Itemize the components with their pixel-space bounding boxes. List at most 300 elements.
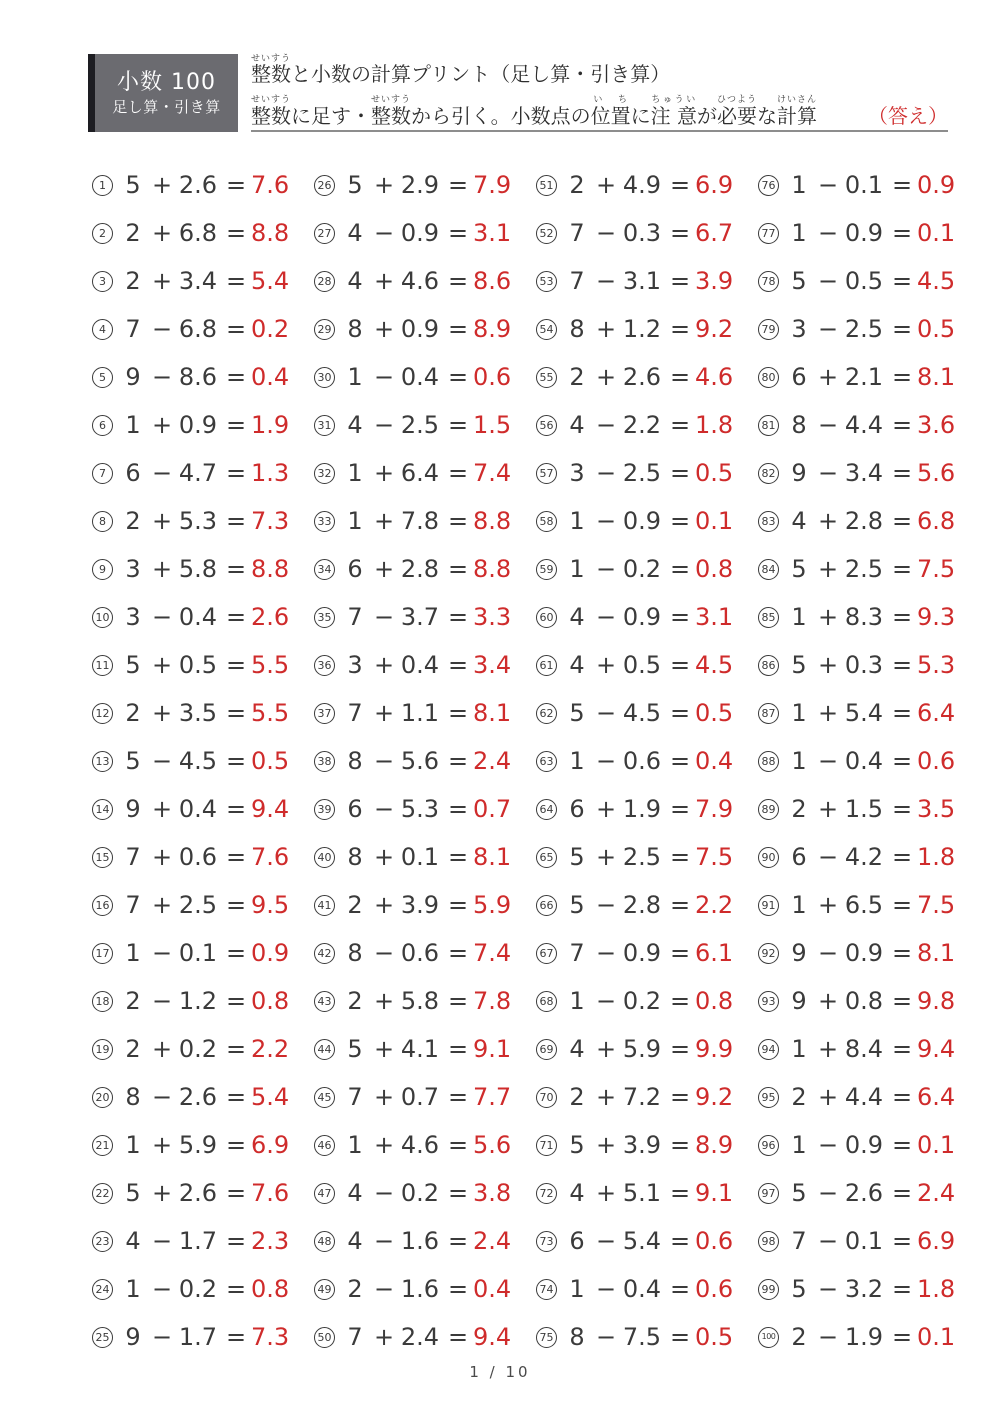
problem-row xyxy=(754,497,976,545)
problem-number: 53 xyxy=(536,271,557,292)
problem-row xyxy=(88,449,310,497)
answer-value: 0.4 xyxy=(695,747,734,775)
operator-icon: + xyxy=(151,843,173,871)
equals-sign: = xyxy=(225,891,247,919)
problem-row xyxy=(754,689,976,737)
equals-sign: = xyxy=(891,699,913,727)
answer-value: 8.9 xyxy=(473,315,512,343)
operand-a: 8 xyxy=(125,1083,141,1111)
equals-sign: = xyxy=(891,459,913,487)
answer-value: 0.8 xyxy=(251,987,290,1015)
equals-sign: = xyxy=(447,891,469,919)
equals-sign: = xyxy=(447,1179,469,1207)
problem-row xyxy=(754,641,976,689)
equals-sign: = xyxy=(447,1131,469,1159)
problem-number: 93 xyxy=(758,991,779,1012)
problem-row xyxy=(754,977,976,1025)
operand-b: 1.2 xyxy=(178,987,218,1015)
operand-a: 7 xyxy=(125,891,141,919)
problem-number: 51 xyxy=(536,175,557,196)
problem-row xyxy=(88,545,310,593)
operand-b: 4.7 xyxy=(178,459,218,487)
operand-a: 1 xyxy=(791,171,807,199)
problem-row xyxy=(310,1073,532,1121)
problem-row xyxy=(310,545,532,593)
answer-value: 3.1 xyxy=(695,603,734,631)
operand-a: 7 xyxy=(347,603,363,631)
operator-icon: + xyxy=(151,1131,173,1159)
answer-value: 2.2 xyxy=(695,891,734,919)
equals-sign: = xyxy=(669,315,691,343)
operand-b: 0.5 xyxy=(178,651,218,679)
problems-column-2 xyxy=(310,161,532,1361)
operator-icon: + xyxy=(373,1035,395,1063)
equals-sign: = xyxy=(447,171,469,199)
operator-icon: − xyxy=(817,1323,839,1351)
problem-row xyxy=(754,785,976,833)
problem-number: 39 xyxy=(314,799,335,820)
operand-a: 1 xyxy=(791,699,807,727)
operator-icon: − xyxy=(817,219,839,247)
operand-b: 0.2 xyxy=(178,1275,218,1303)
header-text xyxy=(251,54,948,132)
operand-b: 0.9 xyxy=(622,507,662,535)
operand-b: 4.1 xyxy=(400,1035,440,1063)
answer-value: 9.4 xyxy=(917,1035,956,1063)
operator-icon: − xyxy=(151,987,173,1015)
operand-a: 9 xyxy=(125,795,141,823)
operator-icon: + xyxy=(595,1035,617,1063)
operand-a: 2 xyxy=(791,795,807,823)
operand-a: 1 xyxy=(347,1131,363,1159)
answer-value: 6.4 xyxy=(917,699,956,727)
equals-sign: = xyxy=(891,315,913,343)
equals-sign: = xyxy=(225,747,247,775)
problem-row xyxy=(532,497,754,545)
operator-icon: + xyxy=(151,699,173,727)
operand-a: 1 xyxy=(791,219,807,247)
operand-b: 0.1 xyxy=(844,171,884,199)
operator-icon: + xyxy=(151,1035,173,1063)
answer-value: 9.4 xyxy=(473,1323,512,1351)
answer-value: 2.4 xyxy=(917,1179,956,1207)
operand-b: 3.4 xyxy=(844,459,884,487)
operand-b: 0.1 xyxy=(400,843,440,871)
problem-row xyxy=(532,1217,754,1265)
worksheet-header xyxy=(88,54,948,132)
operator-icon: − xyxy=(373,747,395,775)
operand-a: 1 xyxy=(125,939,141,967)
problems-column-4 xyxy=(754,161,976,1361)
answer-value: 9.4 xyxy=(251,795,290,823)
operand-a: 7 xyxy=(125,315,141,343)
equals-sign: = xyxy=(225,363,247,391)
operand-a: 4 xyxy=(347,267,363,295)
problem-number: 32 xyxy=(314,463,335,484)
answer-value: 7.7 xyxy=(473,1083,512,1111)
operand-a: 7 xyxy=(791,1227,807,1255)
problems-column-1 xyxy=(88,161,310,1361)
operand-b: 1.7 xyxy=(178,1323,218,1351)
operator-icon: − xyxy=(817,747,839,775)
answer-value: 7.6 xyxy=(251,843,290,871)
operand-a: 5 xyxy=(347,1035,363,1063)
operator-icon: − xyxy=(817,1227,839,1255)
operator-icon: − xyxy=(373,411,395,439)
problem-row xyxy=(754,737,976,785)
operator-icon: + xyxy=(373,987,395,1015)
operand-a: 7 xyxy=(569,219,585,247)
operator-icon: + xyxy=(595,363,617,391)
equals-sign: = xyxy=(447,1083,469,1111)
problem-number: 69 xyxy=(536,1039,557,1060)
operator-icon: + xyxy=(151,171,173,199)
problem-row xyxy=(310,785,532,833)
equals-sign: = xyxy=(225,1227,247,1255)
answer-value: 3.4 xyxy=(473,651,512,679)
problem-number: 33 xyxy=(314,511,335,532)
equals-sign: = xyxy=(225,699,247,727)
operand-a: 5 xyxy=(569,843,585,871)
operand-b: 0.8 xyxy=(844,987,884,1015)
operator-icon: + xyxy=(817,363,839,391)
problem-number: 98 xyxy=(758,1231,779,1252)
problem-row xyxy=(88,1265,310,1313)
problem-row xyxy=(754,833,976,881)
problem-number: 100 xyxy=(758,1327,779,1348)
operand-b: 5.6 xyxy=(400,747,440,775)
problem-number: 76 xyxy=(758,175,779,196)
problem-number: 41 xyxy=(314,895,335,916)
operator-icon: − xyxy=(817,1179,839,1207)
operator-icon: + xyxy=(151,1179,173,1207)
operand-b: 2.8 xyxy=(622,891,662,919)
problem-row xyxy=(88,881,310,929)
equals-sign: = xyxy=(669,267,691,295)
problem-number: 28 xyxy=(314,271,335,292)
answer-value: 8.1 xyxy=(473,843,512,871)
operand-a: 6 xyxy=(791,363,807,391)
problem-row xyxy=(754,209,976,257)
operand-a: 1 xyxy=(569,507,585,535)
equals-sign: = xyxy=(225,651,247,679)
operand-b: 0.2 xyxy=(400,1179,440,1207)
problem-number: 42 xyxy=(314,943,335,964)
equals-sign: = xyxy=(669,459,691,487)
operand-a: 6 xyxy=(791,843,807,871)
answer-value: 3.5 xyxy=(917,795,956,823)
problem-row xyxy=(754,161,976,209)
answer-value: 8.8 xyxy=(473,555,512,583)
operand-a: 6 xyxy=(125,459,141,487)
answer-value: 7.5 xyxy=(917,555,956,583)
problem-row xyxy=(88,353,310,401)
operand-a: 4 xyxy=(347,219,363,247)
problem-row xyxy=(754,449,976,497)
operand-a: 4 xyxy=(569,1179,585,1207)
equals-sign: = xyxy=(225,1275,247,1303)
equals-sign: = xyxy=(447,363,469,391)
operator-icon: + xyxy=(817,987,839,1015)
operand-b: 0.9 xyxy=(622,603,662,631)
problem-row xyxy=(754,353,976,401)
operand-a: 8 xyxy=(569,315,585,343)
answer-value: 0.8 xyxy=(695,987,734,1015)
problem-row xyxy=(310,401,532,449)
problem-number: 90 xyxy=(758,847,779,868)
answer-value: 1.8 xyxy=(917,1275,956,1303)
answer-value: 5.9 xyxy=(473,891,512,919)
problem-number: 75 xyxy=(536,1327,557,1348)
operand-b: 1.6 xyxy=(400,1275,440,1303)
equals-sign: = xyxy=(225,267,247,295)
problem-number: 67 xyxy=(536,943,557,964)
problem-number: 6 xyxy=(92,415,113,436)
operator-icon: + xyxy=(373,651,395,679)
problem-number: 64 xyxy=(536,799,557,820)
operator-icon: − xyxy=(595,267,617,295)
equals-sign: = xyxy=(891,411,913,439)
operand-a: 2 xyxy=(569,171,585,199)
operator-icon: − xyxy=(595,987,617,1015)
operand-a: 1 xyxy=(791,1131,807,1159)
problem-row xyxy=(88,593,310,641)
operator-icon: − xyxy=(151,603,173,631)
operator-icon: − xyxy=(595,939,617,967)
equals-sign: = xyxy=(891,1083,913,1111)
equals-sign: = xyxy=(669,651,691,679)
operator-icon: + xyxy=(595,315,617,343)
equals-sign: = xyxy=(669,1035,691,1063)
problem-number: 63 xyxy=(536,751,557,772)
operand-b: 1.9 xyxy=(622,795,662,823)
problem-number: 16 xyxy=(92,895,113,916)
operand-b: 6.5 xyxy=(844,891,884,919)
problem-row xyxy=(88,689,310,737)
problem-number: 61 xyxy=(536,655,557,676)
answer-value: 3.1 xyxy=(473,219,512,247)
equals-sign: = xyxy=(447,507,469,535)
problem-number: 5 xyxy=(92,367,113,388)
problem-number: 21 xyxy=(92,1135,113,1156)
operator-icon: − xyxy=(595,459,617,487)
answer-value: 7.9 xyxy=(695,795,734,823)
operator-icon: + xyxy=(373,699,395,727)
answer-value: 5.6 xyxy=(473,1131,512,1159)
problem-row xyxy=(310,161,532,209)
problem-number: 54 xyxy=(536,319,557,340)
operand-b: 0.4 xyxy=(400,651,440,679)
operand-b: 0.1 xyxy=(178,939,218,967)
problem-row xyxy=(532,833,754,881)
problem-number: 46 xyxy=(314,1135,335,1156)
equals-sign: = xyxy=(225,1179,247,1207)
operand-b: 2.6 xyxy=(622,363,662,391)
problem-number: 94 xyxy=(758,1039,779,1060)
problem-number: 60 xyxy=(536,607,557,628)
operand-b: 2.5 xyxy=(844,555,884,583)
operand-b: 2.6 xyxy=(178,1083,218,1111)
problem-row xyxy=(532,1313,754,1361)
problem-row xyxy=(310,1313,532,1361)
problem-number: 97 xyxy=(758,1183,779,1204)
problem-number: 30 xyxy=(314,367,335,388)
operand-a: 4 xyxy=(347,411,363,439)
operand-b: 0.2 xyxy=(178,1035,218,1063)
operand-b: 0.9 xyxy=(622,939,662,967)
answer-value: 0.5 xyxy=(695,459,734,487)
answer-value: 0.9 xyxy=(251,939,290,967)
equals-sign: = xyxy=(225,555,247,583)
operator-icon: + xyxy=(595,171,617,199)
problem-number: 40 xyxy=(314,847,335,868)
answer-value: 7.3 xyxy=(251,1323,290,1351)
operand-b: 0.9 xyxy=(844,219,884,247)
operand-b: 1.7 xyxy=(178,1227,218,1255)
answer-value: 0.1 xyxy=(917,1131,956,1159)
problem-number: 81 xyxy=(758,415,779,436)
problem-number: 83 xyxy=(758,511,779,532)
operator-icon: + xyxy=(373,507,395,535)
problem-number: 37 xyxy=(314,703,335,724)
equals-sign: = xyxy=(669,795,691,823)
equals-sign: = xyxy=(669,747,691,775)
equals-sign: = xyxy=(669,507,691,535)
operand-a: 1 xyxy=(791,891,807,919)
operand-b: 4.2 xyxy=(844,843,884,871)
equals-sign: = xyxy=(669,891,691,919)
operand-a: 6 xyxy=(569,1227,585,1255)
answer-value: 9.2 xyxy=(695,315,734,343)
answer-value: 2.3 xyxy=(251,1227,290,1255)
operator-icon: − xyxy=(151,315,173,343)
problem-number: 29 xyxy=(314,319,335,340)
operator-icon: + xyxy=(817,603,839,631)
answer-value: 8.6 xyxy=(473,267,512,295)
problem-number: 22 xyxy=(92,1183,113,1204)
operator-icon: + xyxy=(817,1083,839,1111)
equals-sign: = xyxy=(225,1035,247,1063)
problem-row xyxy=(310,593,532,641)
operand-b: 1.1 xyxy=(400,699,440,727)
operand-a: 7 xyxy=(569,939,585,967)
operand-a: 9 xyxy=(791,987,807,1015)
answer-value: 7.4 xyxy=(473,459,512,487)
equals-sign: = xyxy=(225,795,247,823)
operand-b: 7.2 xyxy=(622,1083,662,1111)
operator-icon: − xyxy=(595,699,617,727)
answer-value: 8.9 xyxy=(695,1131,734,1159)
equals-sign: = xyxy=(447,555,469,583)
problem-row xyxy=(532,305,754,353)
problem-row xyxy=(88,1169,310,1217)
problem-number: 72 xyxy=(536,1183,557,1204)
answer-value: 0.6 xyxy=(917,747,956,775)
operand-b: 6.8 xyxy=(178,219,218,247)
equals-sign: = xyxy=(669,1323,691,1351)
operator-icon: − xyxy=(817,939,839,967)
operand-b: 7.8 xyxy=(400,507,440,535)
problem-row xyxy=(532,353,754,401)
problem-row xyxy=(88,1025,310,1073)
problem-number: 82 xyxy=(758,463,779,484)
operand-b: 2.9 xyxy=(400,171,440,199)
operator-icon: + xyxy=(817,1035,839,1063)
operator-icon: − xyxy=(151,1275,173,1303)
equals-sign: = xyxy=(447,603,469,631)
operator-icon: − xyxy=(151,1323,173,1351)
operator-icon: − xyxy=(373,1227,395,1255)
problem-number: 91 xyxy=(758,895,779,916)
equals-sign: = xyxy=(891,603,913,631)
operator-icon: − xyxy=(373,219,395,247)
problem-row xyxy=(754,593,976,641)
operator-icon: + xyxy=(595,1179,617,1207)
operand-a: 8 xyxy=(791,411,807,439)
answer-value: 5.5 xyxy=(251,699,290,727)
operator-icon: + xyxy=(595,651,617,679)
operand-a: 6 xyxy=(347,555,363,583)
operand-b: 0.9 xyxy=(400,219,440,247)
answer-value: 5.4 xyxy=(251,267,290,295)
answer-value: 3.3 xyxy=(473,603,512,631)
answer-value: 1.8 xyxy=(917,843,956,871)
equals-sign: = xyxy=(447,747,469,775)
category-subtitle: 足し算・引き算 xyxy=(112,97,221,116)
problem-number: 24 xyxy=(92,1279,113,1300)
operand-b: 6.4 xyxy=(400,459,440,487)
answer-value: 5.3 xyxy=(917,651,956,679)
operand-b: 0.4 xyxy=(178,603,218,631)
equals-sign: = xyxy=(225,507,247,535)
operand-b: 1.2 xyxy=(622,315,662,343)
answer-value: 7.4 xyxy=(473,939,512,967)
answer-value: 9.2 xyxy=(695,1083,734,1111)
problem-number: 87 xyxy=(758,703,779,724)
operand-a: 3 xyxy=(125,603,141,631)
answer-value: 8.8 xyxy=(473,507,512,535)
operand-a: 5 xyxy=(569,891,585,919)
problem-row xyxy=(88,1073,310,1121)
problem-row xyxy=(754,1313,976,1361)
problem-number: 17 xyxy=(92,943,113,964)
operand-b: 5.3 xyxy=(400,795,440,823)
problem-row xyxy=(88,1313,310,1361)
problem-number: 8 xyxy=(92,511,113,532)
answer-value: 9.5 xyxy=(251,891,290,919)
answer-value: 6.9 xyxy=(695,171,734,199)
operator-icon: + xyxy=(373,555,395,583)
problem-number: 95 xyxy=(758,1087,779,1108)
operator-icon: − xyxy=(373,603,395,631)
operand-b: 7.5 xyxy=(622,1323,662,1351)
answer-value: 7.3 xyxy=(251,507,290,535)
operand-a: 5 xyxy=(347,171,363,199)
problem-row xyxy=(532,1169,754,1217)
operator-icon: + xyxy=(373,1323,395,1351)
answer-value: 0.1 xyxy=(917,1323,956,1351)
operator-icon: − xyxy=(817,315,839,343)
problem-number: 55 xyxy=(536,367,557,388)
operand-b: 6.8 xyxy=(178,315,218,343)
answer-value: 7.5 xyxy=(695,843,734,871)
operand-a: 3 xyxy=(569,459,585,487)
operator-icon: − xyxy=(595,1227,617,1255)
equals-sign: = xyxy=(669,1083,691,1111)
operand-b: 2.5 xyxy=(622,843,662,871)
problem-row xyxy=(532,545,754,593)
operand-b: 4.5 xyxy=(622,699,662,727)
